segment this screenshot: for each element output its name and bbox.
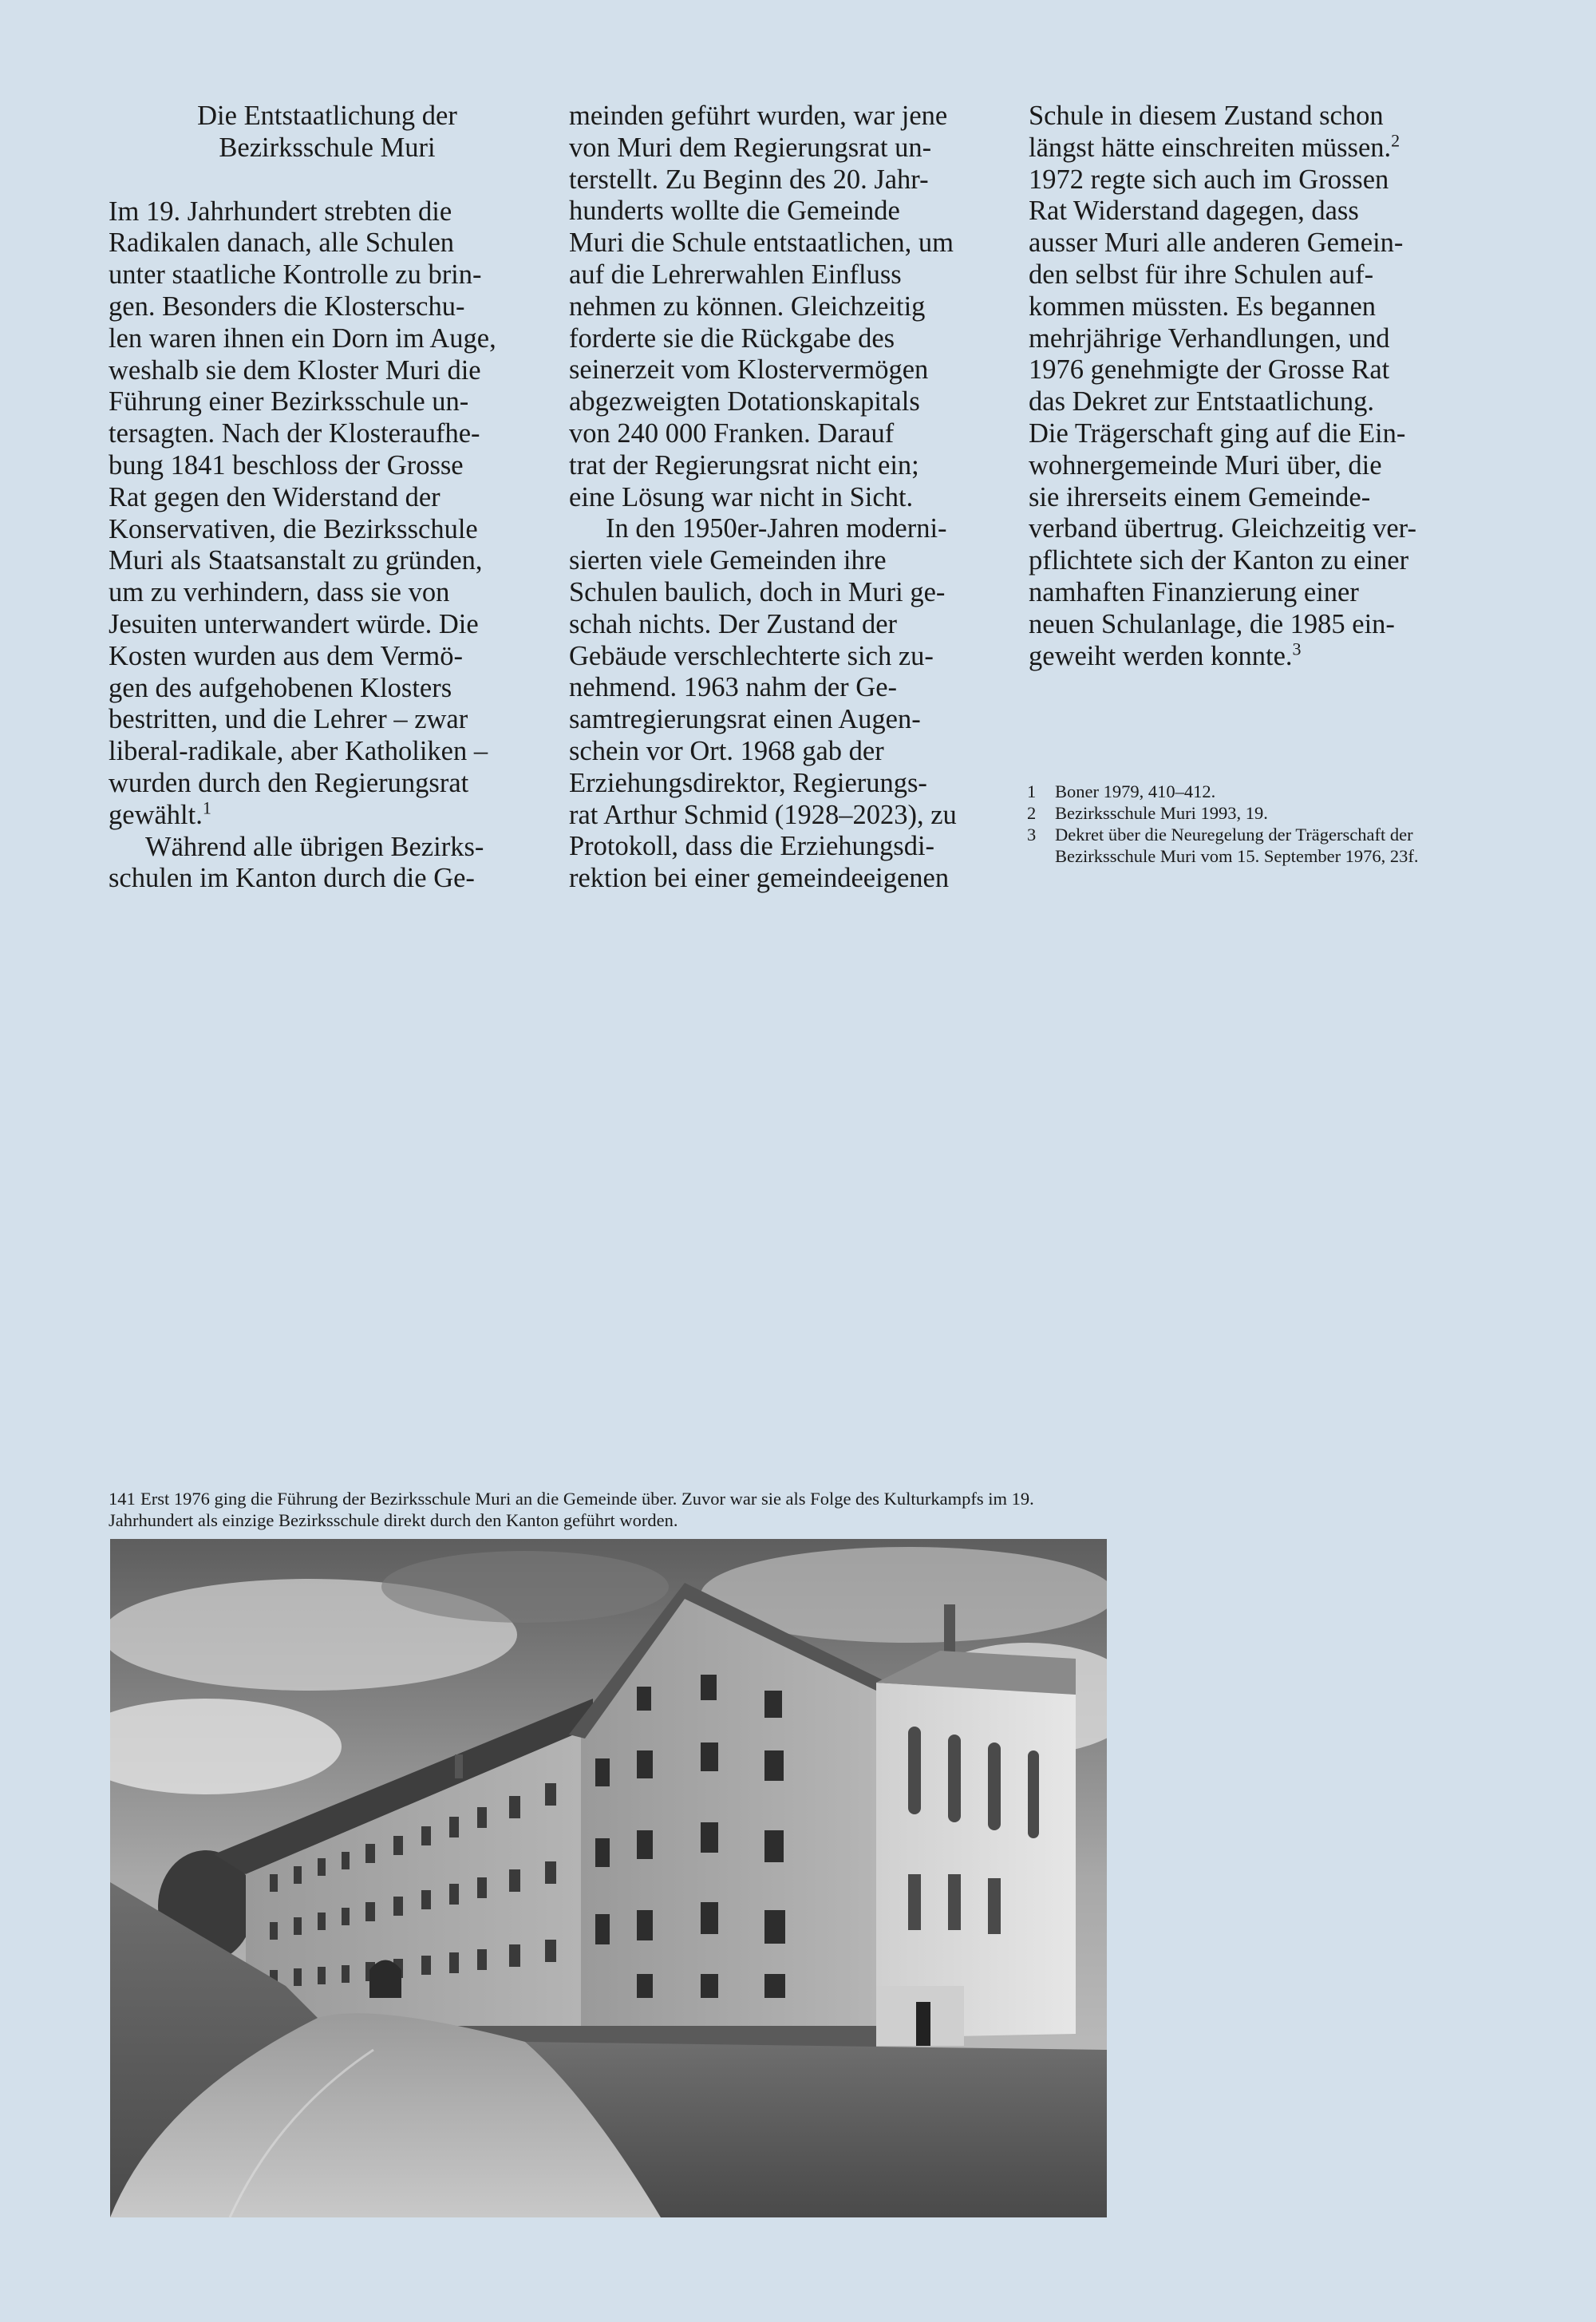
text-line: Während alle übrigen Bezirks- — [145, 831, 484, 862]
text-line: den selbst für ihre Schulen auf- — [1029, 259, 1374, 290]
text-line: Schulen baulich, doch in Muri ge- — [569, 576, 946, 607]
footnote-number: 3 — [1027, 825, 1037, 845]
text-line: von Muri dem Regierungsrat un- — [569, 132, 932, 163]
paragraph-3-continued — [1029, 101, 1469, 672]
text-line: Konservativen, die Bezirksschule — [109, 513, 478, 544]
text-line: Im 19. Jahrhundert strebten die — [109, 196, 452, 227]
text-line: Schule in diesem Zustand schon — [1029, 101, 1384, 131]
text-line: bestritten, und die Lehrer – zwar — [109, 704, 468, 735]
text-line: weshalb sie dem Kloster Muri die — [109, 354, 481, 386]
text-line: rektion bei einer gemeindeeigenen — [569, 863, 950, 894]
text-line: Muri als Staatsanstalt zu gründen, — [109, 545, 483, 576]
text-line: Muri die Schule entstaatlichen, um — [569, 227, 954, 259]
text-line: neuen Schulanlage, die 1985 ein- — [1029, 608, 1395, 639]
text-line: hunderts wollte die Gemeinde — [569, 196, 900, 227]
footnote-item — [1027, 824, 1474, 867]
text-line: verband übertrug. Gleichzeitig ver- — [1029, 513, 1416, 544]
text-line: Rat Widerstand dagegen, dass — [1029, 196, 1359, 227]
text-line: gen. Besonders die Klosterschu- — [109, 291, 465, 322]
text-line: Radikalen danach, alle Schulen — [109, 227, 455, 259]
text-line: das Dekret zur Entstaatlichung. — [1029, 386, 1375, 417]
paragraph-2-continued — [569, 101, 992, 513]
footnote-text: Bezirksschule Muri 1993, 19. — [1055, 803, 1268, 823]
text-line: schein vor Ort. 1968 gab der — [569, 735, 884, 766]
text-line: sierten viele Gemeinden ihre — [569, 545, 887, 576]
text-line: samtregierungsrat einen Augen- — [569, 704, 921, 735]
text-line: rat Arthur Schmid (1928–2023), zu — [569, 799, 957, 830]
text-line: um zu verhindern, dass sie von — [109, 577, 450, 608]
text-line: längst hätte einschreiten müssen. — [1029, 132, 1392, 163]
text-line: 1976 genehmigte der Grosse Rat — [1029, 354, 1390, 386]
text-line: unter staatliche Kontrolle zu brin- — [109, 259, 482, 291]
text-line: Kosten wurden aus dem Vermö- — [109, 640, 463, 671]
text-line: Erziehungsdirektor, Regierungs- — [569, 767, 927, 798]
heading-line-2: Bezirksschule Muri — [219, 132, 436, 163]
footnote-item — [1027, 802, 1474, 824]
text-line: sie ihrerseits einem Gemeinde- — [1029, 481, 1371, 512]
text-line: namhaften Finanzierung einer — [1029, 576, 1359, 607]
text-column-2 — [569, 101, 992, 895]
text-line: kommen müssten. Es begannen — [1029, 291, 1377, 322]
text-line: nehmen zu können. Gleichzeitig — [569, 291, 926, 322]
footnote-text: Boner 1979, 410–412. — [1055, 781, 1216, 801]
figure-caption — [109, 1488, 1114, 1531]
paragraph-1 — [109, 196, 546, 832]
footnote-ref-2: 2 — [1391, 130, 1400, 151]
text-line: mehrjährige Verhandlungen, und — [1029, 322, 1390, 354]
text-line: seinerzeit vom Klostervermögen — [569, 354, 929, 386]
text-line: meinden geführt wurden, war jene — [569, 101, 948, 131]
text-line: 1972 regte sich auch im Grossen — [1029, 164, 1389, 195]
paragraph-2-start — [109, 832, 546, 896]
text-line: schulen im Kanton durch die Ge- — [109, 863, 475, 894]
school-building-photo — [110, 1539, 1107, 2217]
text-line: nehmend. 1963 nahm der Ge- — [569, 672, 898, 703]
text-line: gewählt. — [109, 799, 203, 830]
footnote-item — [1027, 781, 1474, 802]
text-line: eine Lösung war nicht in Sicht. — [569, 481, 914, 512]
text-line: abgezweigten Dotationskapitals — [569, 386, 920, 417]
text-line: Die Trägerschaft ging auf die Ein- — [1029, 417, 1406, 449]
footnote-ref-3: 3 — [1292, 639, 1302, 659]
text-line: terstellt. Zu Beginn des 20. Jahr- — [569, 164, 929, 195]
text-line: pflichtete sich der Kanton zu einer — [1029, 545, 1409, 576]
text-line: Führung einer Bezirksschule un- — [109, 386, 469, 417]
text-line: geweiht werden konnte. — [1029, 640, 1293, 671]
text-line: Rat gegen den Widerstand der — [109, 481, 440, 512]
text-line: Protokoll, dass die Erziehungsdi- — [569, 831, 935, 862]
paragraph-3 — [569, 513, 992, 895]
text-line: ausser Muri alle anderen Gemein- — [1029, 227, 1404, 259]
footnote-number: 1 — [1027, 781, 1037, 801]
text-line: schah nichts. Der Zustand der — [569, 608, 898, 639]
text-line: gen des aufgehobenen Klosters — [109, 672, 452, 703]
footnote-number: 2 — [1027, 803, 1037, 823]
footnotes — [1027, 781, 1474, 867]
text-line: liberal-radikale, aber Katholiken – — [109, 736, 488, 767]
text-line: wohnergemeinde Muri über, die — [1029, 449, 1382, 481]
text-line: bung 1841 beschloss der Grosse — [109, 449, 464, 481]
footnote-text: Dekret über die Neuregelung der Trägerschaft der Bezirksschule Muri vom 15. September 1976, 23f. — [1055, 825, 1419, 866]
text-line: wurden durch den Regierungsrat — [109, 767, 469, 798]
text-line: auf die Lehrerwahlen Einfluss — [569, 259, 902, 290]
footnote-ref-1: 1 — [202, 797, 211, 818]
text-line: von 240 000 Franken. Darauf — [569, 417, 895, 449]
text-line: len waren ihnen ein Dorn im Auge, — [109, 322, 496, 354]
figure-number: 141 — [109, 1489, 136, 1509]
figure-photo — [110, 1539, 1107, 2217]
text-line: tersagten. Nach der Klosteraufhe- — [109, 418, 480, 449]
text-line: Gebäude verschlechterte sich zu- — [569, 640, 934, 671]
figure-caption-text: Erst 1976 ging die Führung der Bezirksschule Muri an die Gemeinde über. Zuvor war sie als Folge des Kulturkampfs im 19. Jahrhundert als einzige Bezirksschule direkt durch den Kanton geführt worden. — [109, 1489, 1034, 1530]
text-column-1 — [109, 101, 546, 895]
heading-line-1: Die Entstaatlichung der — [197, 101, 457, 131]
text-line: In den 1950er-Jahren moderni- — [606, 513, 947, 544]
text-line: forderte sie die Rückgabe des — [569, 322, 895, 354]
article-heading — [109, 101, 546, 164]
text-column-3 — [1029, 101, 1469, 672]
text-line: Jesuiten unterwandert würde. Die — [109, 608, 479, 639]
text-line: trat der Regierungsrat nicht ein; — [569, 449, 919, 481]
